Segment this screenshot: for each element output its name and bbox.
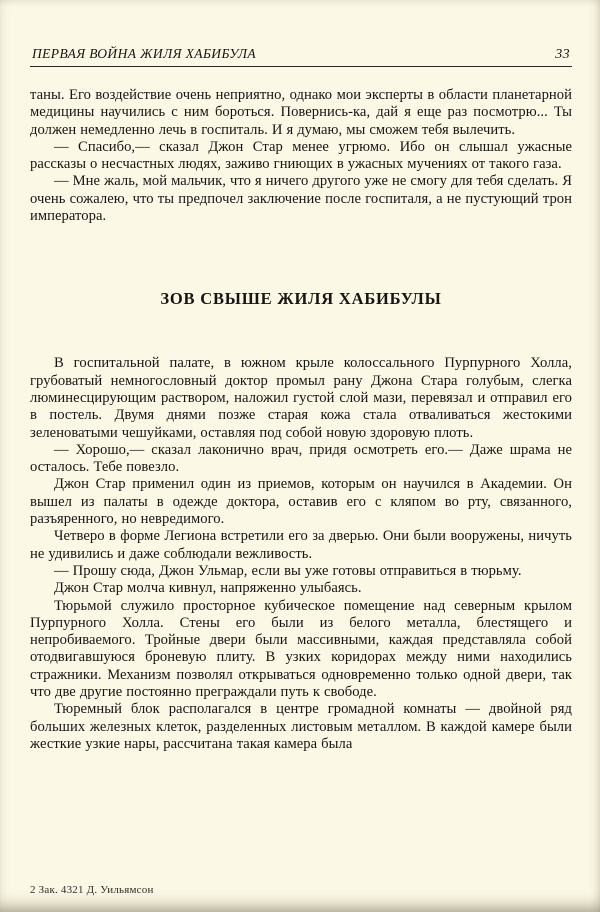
page-text — [30, 87, 572, 753]
paragraph: таны. Его воздействие очень неприятно, однако мои эксперты в области планетарной медицины научились с ним бороться. Повернись-ка, дай я еще раз посмотрю... Ты должен немедленно лечь в госпиталь. И я думаю, мы сможем тебя вылечить. — [30, 87, 572, 138]
paragraph: — Спасибо,— сказал Джон Стар менее угрюмо. Ибо он слышал ужасные рассказы о несчастных людях, заживо гниющих в ужасных мучениях от такого газа. — [30, 138, 572, 173]
printers-signature: 2 Зак. 4321 Д. Уильямсон — [30, 884, 154, 896]
paragraph: Тюремный блок располагался в центре громадной комнаты — двойной ряд больших железных клеток, разделенных листовым металлом. В каждой камере были жесткие узкие нары, рассчитана такая камера была — [30, 701, 572, 752]
paragraph: — Прошу сюда, Джон Ульмар, если вы уже готовы отправиться в тюрьму. — [54, 562, 522, 579]
paragraph: Тюрьмой служило просторное кубическое помещение над северным крылом Пурпурного Холла. Стены его были из белого металла, блестящего и непробиваемого. Тройные двери были массивными, каждая представляла собой отодвигавшуюся броневую плиту. В узких коридорах между ними находились стражники. Механизм позволял открываться одновременно только одной двери, так что две другие постоянно преграждали путь к свободе. — [30, 597, 572, 701]
page-header — [30, 46, 572, 67]
paragraph: — Мне жаль, мой мальчик, что я ничего другого уже не смогу для тебя сделать. Я очень сожалею, что ты предпочел заключение после госпиталя, а не пустующий трон императора. — [30, 173, 572, 225]
paragraph: Джон Стар применил один из приемов, которым он научился в Академии. Он вышел из палаты в одежде доктора, оставив его с кляпом во рту, связанного, разъяренного, но невредимого. — [30, 476, 572, 528]
paragraph: — Хорошо,— сказал лаконично врач, придя осмотреть его.— Даже шрама не осталось. Тебе повезло. — [30, 441, 572, 476]
page-number: 33 — [555, 47, 570, 62]
chapter-title: ЗОВ СВЫШЕ ЖИЛЯ ХАБИБУЛЫ — [160, 289, 442, 309]
paragraph: Четверо в форме Легиона встретили его за дверью. Они были вооружены, ничуть не удивились и даже соблюдали вежливость. — [30, 528, 572, 562]
paragraph: В госпитальной палате, в южном крыле колоссального Пурпурного Холла, грубоватый немногословный доктор промыл рану Джона Стара голубым, слегка люминесцирующим раствором, наложил густой слой мази, перевязал и отправил его в постель. Двумя днями позже старая кожа стала отваливаться жестокими зеленоватыми чешуйками, оставляя под собой новую здоровую плоть. — [30, 355, 572, 441]
running-title: ПЕРВАЯ ВОЙНА ЖИЛЯ ХАБИБУЛА — [32, 46, 257, 61]
paragraph: Джон Стар молча кивнул, напряженно улыбаясь. — [54, 580, 362, 597]
